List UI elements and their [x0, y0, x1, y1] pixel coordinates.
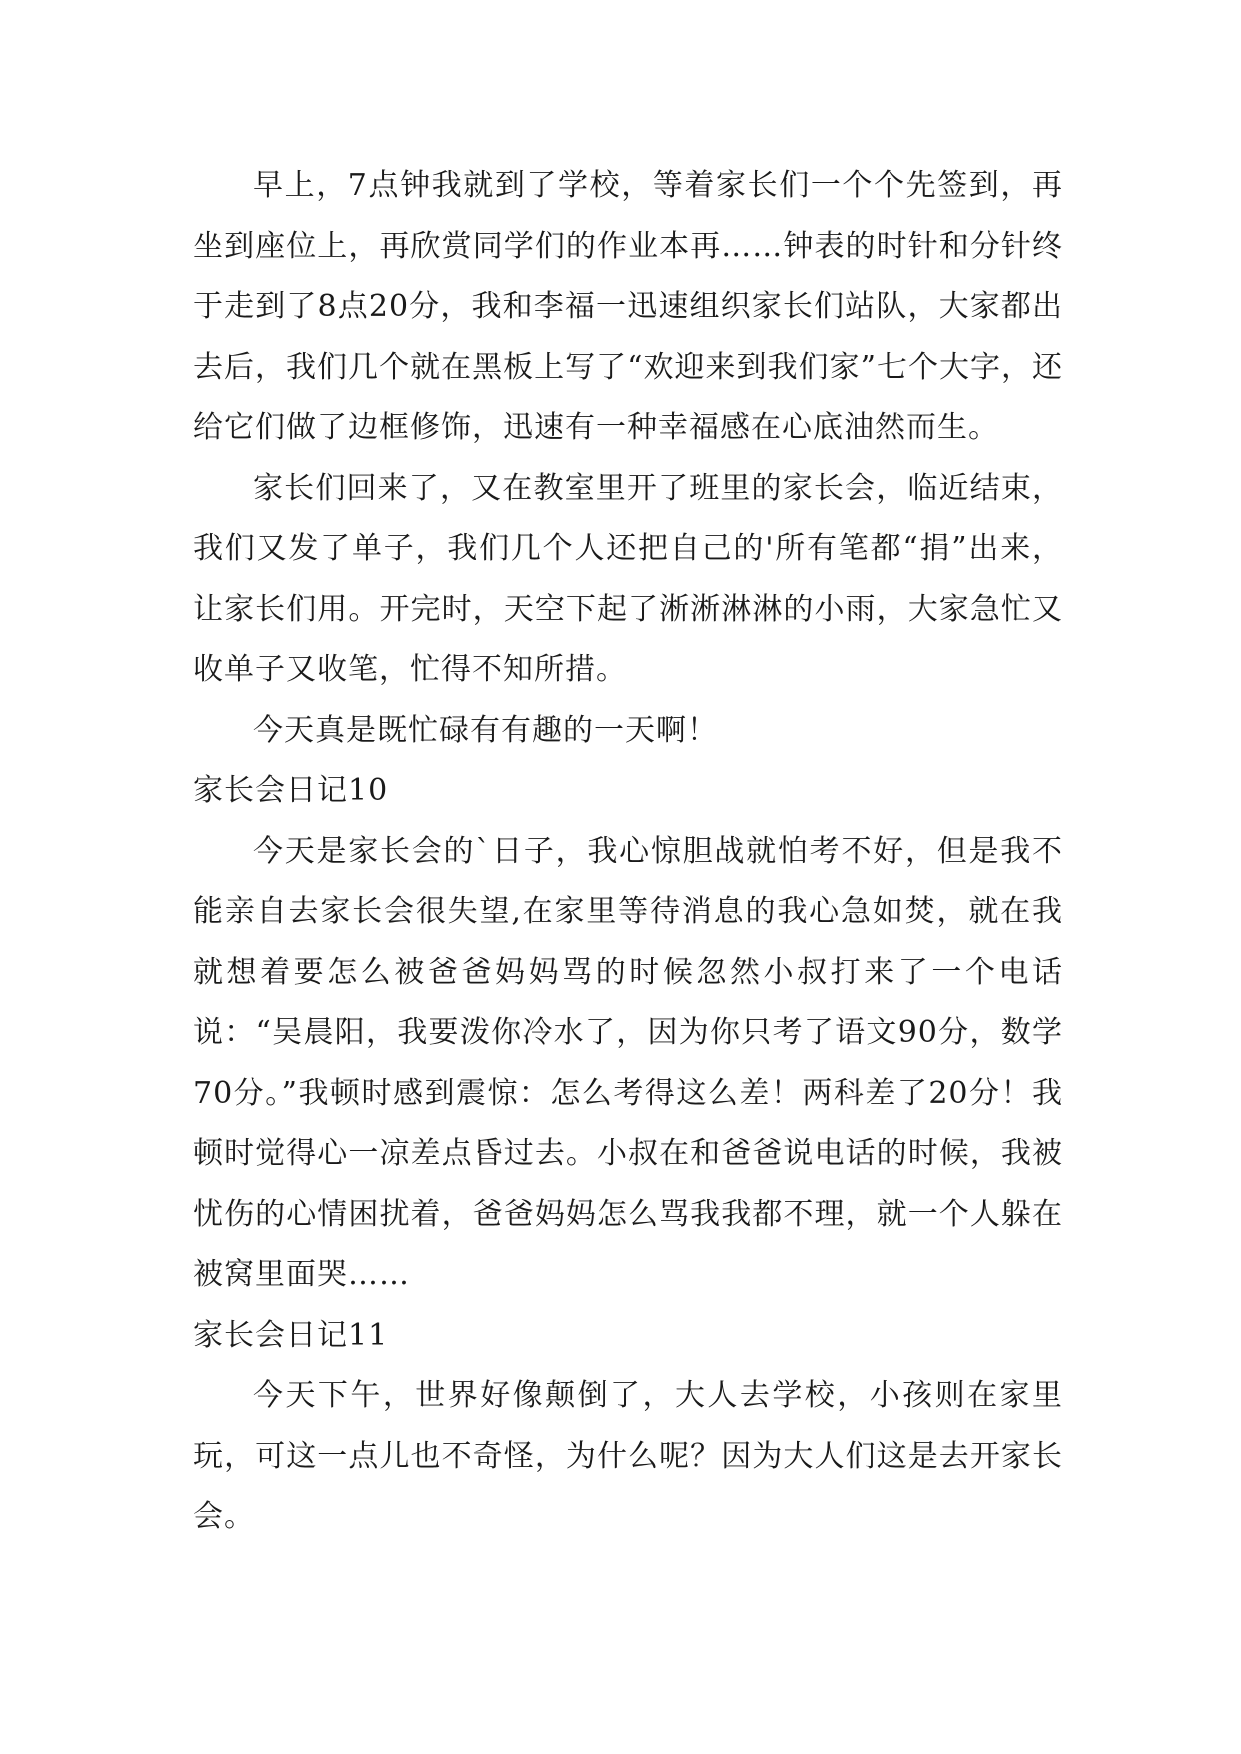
paragraph-diary-11: 今天下午，世界好像颠倒了，大人去学校，小孩则在家里玩，可这一点儿也不奇怪，为什么呢？因为大人们这是去开家长会。 [193, 1378, 1063, 1534]
section-heading-10: 家长会日记10 [193, 773, 389, 808]
paragraph-parents-return: 家长们回来了，又在教室里开了班里的家长会，临近结束，我们又发了单子，我们几个人还把自己的'所有笔都“捐”出来，让家长们用。开完时，天空下起了淅淅淋淋的小雨，大家急忙又收单子又收笔，忙得不知所措。 [193, 470, 1063, 687]
document-body [193, 156, 1063, 1548]
paragraph-diary-10: 今天是家长会的`日子，我心惊胆战就怕考不好，但是我不能亲自去家长会很失望,在家里等待消息的我心急如焚，就在我就想着要怎么被爸爸妈妈骂的时候忽然小叔打来了一个电话说：“吴晨阳，我要泼你冷水了，因为你只考了语文90分，数学70分。”我顿时感到震惊：怎么考得这么差！两科差了20分！我顿时觉得心一凉差点昏过去。小叔在和爸爸说电话的时候，我被忧伤的心情困扰着，爸爸妈妈怎么骂我我都不理，就一个人躲在被窝里面哭…… [193, 833, 1063, 1292]
paragraph-morning: 早上，7点钟我就到了学校，等着家长们一个个先签到，再坐到座位上，再欣赏同学们的作业本再……钟表的时针和分针终于走到了8点20分，我和李福一迅速组织家长们站队，大家都出去后，我们几个就在黑板上写了“欢迎来到我们家”七个大字，还给它们做了边框修饰，迅速有一种幸福感在心底油然而生。 [193, 168, 1063, 445]
section-heading-11: 家长会日记11 [193, 1317, 389, 1353]
paragraph-summary: 今天真是既忙碌有有趣的一天啊！ [253, 712, 718, 748]
